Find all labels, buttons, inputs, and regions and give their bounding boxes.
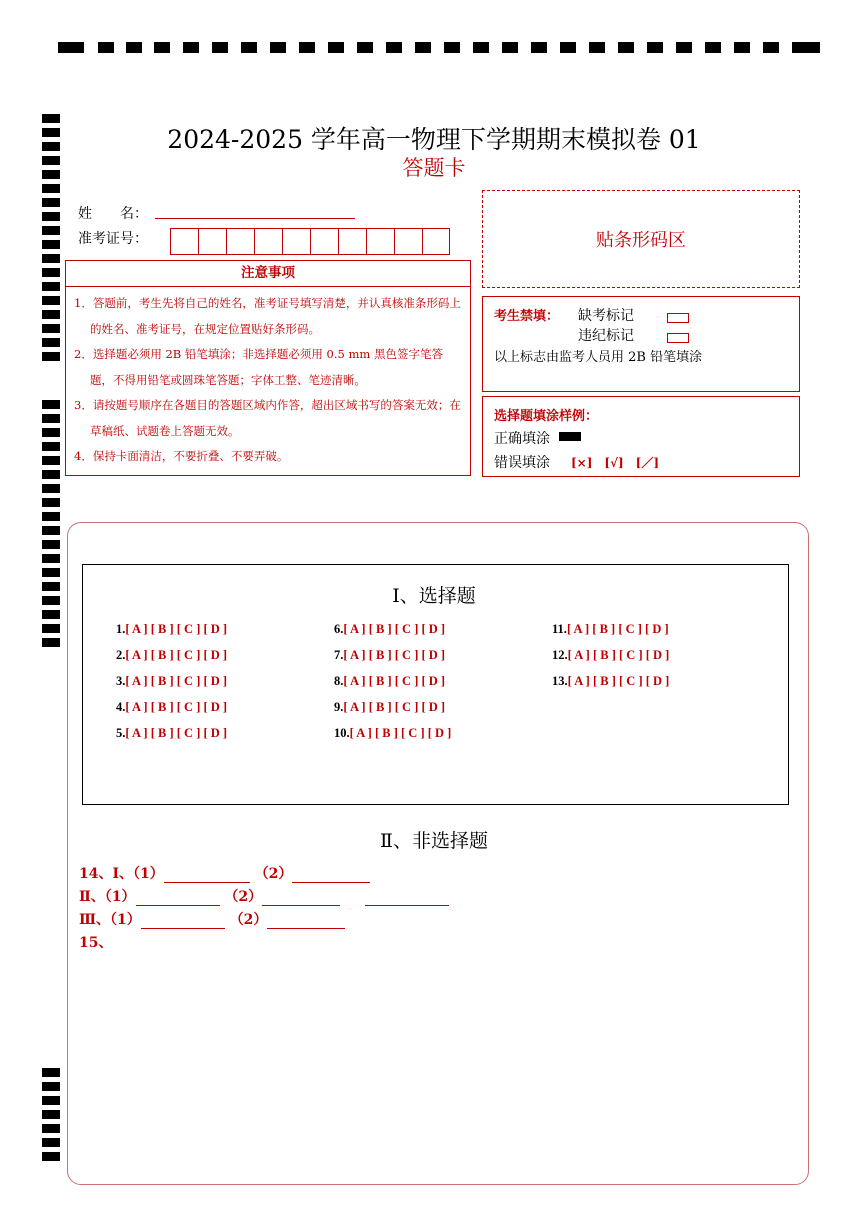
exam-id-label: 准考证号： [78,231,148,247]
notice-item: 2．选择题必须用 2B 铅笔填涂；非选择题必须用 0.5 mm 黑色签字笔答题，不得用铅笔或圆珠笔答题；字体工整、笔迹清晰。 [74,347,443,387]
question-row[interactable]: 9.[ A ] [ B ] [ C ] [ D ] [334,700,446,714]
id-digit-box[interactable] [170,228,198,255]
id-digit-box[interactable] [282,228,310,255]
forbid-label: 考生禁填： [494,309,560,324]
exam-id-boxes[interactable] [170,228,450,255]
id-digit-box[interactable] [366,228,394,255]
question-row[interactable]: 10.[ A ] [ B ] [ C ] [ D ] [334,726,452,740]
question-row[interactable]: 13.[ A ] [ B ] [ C ] [ D ] [552,674,670,688]
id-digit-box[interactable] [310,228,338,255]
notice-item: 4．保持卡面清洁，不要折叠、不要弄破。 [74,449,289,463]
q14-row2: Ⅱ、（1） （2） [79,886,449,906]
sample-label: 选择题填涂样例： [494,409,599,424]
id-digit-box[interactable] [254,228,282,255]
absent-mark-box[interactable] [667,307,689,326]
name-field[interactable] [155,218,355,219]
answer-blank[interactable] [292,868,370,883]
question-row[interactable]: 4.[ A ] [ B ] [ C ] [ D ] [116,700,228,714]
question-row[interactable]: 5.[ A ] [ B ] [ C ] [ D ] [116,726,228,740]
section1-title: Ⅰ、选择题 [392,585,476,607]
notice-box [65,260,471,476]
id-digit-box[interactable] [198,228,226,255]
id-digit-box[interactable] [422,228,450,255]
fill-sample-box [482,396,800,477]
id-digit-box[interactable] [226,228,254,255]
wrong-label: 错误填涂 [494,455,550,471]
id-digit-box[interactable] [394,228,422,255]
absent-label: 缺考标记 [578,308,634,324]
timing-marks-top [58,42,820,55]
q15-label: 15、 [79,935,113,951]
correct-label: 正确填涂 [494,431,550,447]
name-label: 姓 名： [78,206,148,222]
section2-title: Ⅱ、非选择题 [380,830,488,852]
notice-item: 1．答题前，考生先将自己的姓名，准考证号填写清楚，并认真核准条形码上的姓名、准考证号，在规定位置贴好条形码。 [74,296,461,336]
q14-row3: Ⅲ、（1） （2） [79,909,345,929]
question-row[interactable]: 11.[ A ] [ B ] [ C ] [ D ] [552,622,669,636]
question-row[interactable]: 3.[ A ] [ B ] [ C ] [ D ] [116,674,228,688]
question-row[interactable]: 8.[ A ] [ B ] [ C ] [ D ] [334,674,446,688]
correct-fill-sample [559,432,581,441]
question-row[interactable]: 12.[ A ] [ B ] [ C ] [ D ] [552,648,670,662]
question-row[interactable]: 2.[ A ] [ B ] [ C ] [ D ] [116,648,228,662]
answer-blank[interactable] [267,914,345,929]
examiner-only-box [482,296,800,392]
question-row[interactable]: 7.[ A ] [ B ] [ C ] [ D ] [334,648,446,662]
wrong-fill-samples: [×] [√] [／] [571,456,660,470]
answer-blank[interactable] [136,891,220,906]
question-row[interactable]: 6.[ A ] [ B ] [ C ] [ D ] [334,622,446,636]
notice-heading: 注意事项 [66,261,470,287]
answer-blank[interactable] [164,868,250,883]
notice-item: 3．请按题号顺序在各题目的答题区域内作答，超出区域书写的答案无效；在草稿纸、试题卷上答题无效。 [74,398,461,438]
answer-blank[interactable] [262,891,340,906]
forbid-note: 以上标志由监考人员用 2B 铅笔填涂 [494,350,703,365]
question-row[interactable]: 1.[ A ] [ B ] [ C ] [ D ] [116,622,228,636]
violation-mark-box[interactable] [667,327,689,346]
violation-label: 违纪标记 [578,328,634,344]
q14-row1: 14、Ⅰ、（1） （2） [79,863,370,883]
page-title: 2024-2025 学年高一物理下学期期末模拟卷 01 [167,125,701,154]
id-digit-box[interactable] [338,228,366,255]
barcode-label: 贴条形码区 [596,230,686,251]
answer-blank[interactable] [365,891,449,906]
barcode-area [482,190,800,288]
answer-blank[interactable] [141,914,225,929]
page-subtitle: 答题卡 [402,156,466,180]
